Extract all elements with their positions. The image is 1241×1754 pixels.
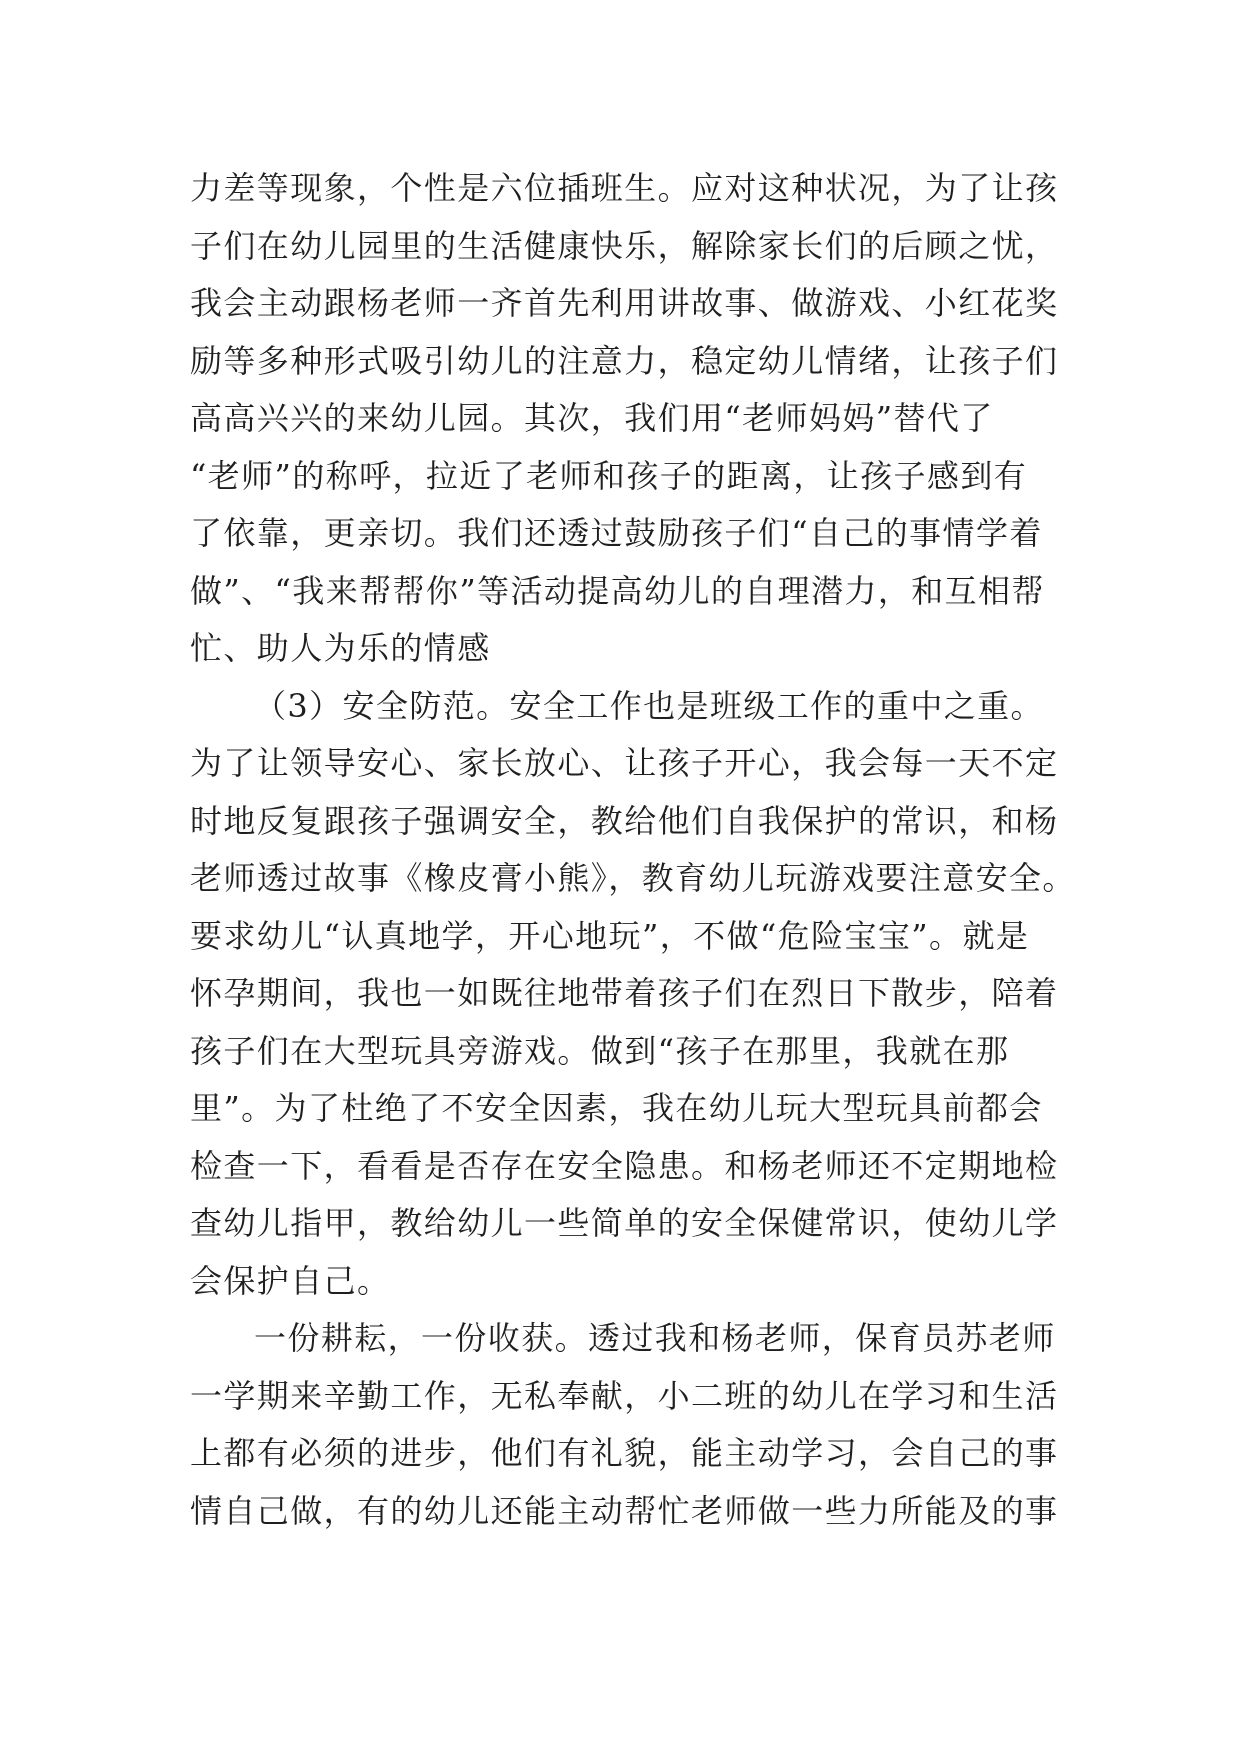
text-line: 忙、助人为乐的情感 <box>190 629 491 667</box>
text-line: 检查一下，看看是否存在安全隐患。和杨老师还不定期地检 <box>190 1146 1059 1185</box>
text-line: 查幼儿指甲，教给幼儿一些简单的安全保健常识，使幼儿学 <box>190 1204 1059 1242</box>
text-line: 高高兴兴的来幼儿园。其次，我们用“老师妈妈”替代了 <box>190 399 994 437</box>
text-line: 做”、“我来帮帮你”等活动提高幼儿的自理潜力，和互相帮 <box>190 571 1045 610</box>
text-line: 一学期来辛勤工作，无私奉献，小二班的幼儿在学习和生活 <box>190 1376 1059 1415</box>
text-line: 时地反复跟孩子强调安全，教给他们自我保护的常识，和杨 <box>190 801 1059 840</box>
text-line: 孩子们在大型玩具旁游戏。做到“孩子在那里，我就在那 <box>190 1031 1010 1070</box>
paragraph-2 <box>190 678 1076 1311</box>
body-text <box>190 160 1076 1540</box>
text-line: 了依靠，更亲切。我们还透过鼓励孩子们“自己的事情学着 <box>190 514 1043 552</box>
text-line: 要求幼儿“认真地学，开心地玩”，不做“危险宝宝”。就是 <box>190 916 1030 955</box>
text-line: 为了让领导安心、家长放心、让孩子开心，我会每一天不定 <box>190 744 1059 782</box>
text-line: “老师”的称呼，拉近了老师和孩子的距离，让孩子感到有 <box>190 456 1028 495</box>
text-line: 情自己做，有的幼儿还能主动帮忙老师做一些力所能及的事 <box>190 1491 1059 1530</box>
paragraph-3 <box>190 1310 1070 1540</box>
text-line: 我会主动跟杨老师一齐首先利用讲故事、做游戏、小红花奖 <box>190 284 1059 322</box>
text-line: 子们在幼儿园里的生活健康快乐，解除家长们的后顾之忧， <box>190 226 1059 265</box>
text-line: 怀孕期间，我也一如既往地带着孩子们在烈日下散步，陪着 <box>190 974 1059 1012</box>
text-line: 老师透过故事《橡皮膏小熊》，教育幼儿玩游戏要注意安全。 <box>190 859 1076 897</box>
text-line: 励等多种形式吸引幼儿的注意力，稳定幼儿情绪，让孩子们 <box>190 341 1059 380</box>
text-line: 一份耕耘，一份收获。透过我和杨老师，保育员苏老师 <box>254 1319 1056 1357</box>
text-line: 力差等现象，个性是六位插班生。应对这种状况，为了让孩 <box>190 169 1059 207</box>
text-line: （3）安全防范。安全工作也是班级工作的重中之重。 <box>254 686 1044 725</box>
text-line: 里”。为了杜绝了不安全因素，我在幼儿玩大型玩具前都会 <box>190 1089 1043 1127</box>
paragraph-1 <box>190 160 1070 678</box>
text-line: 上都有必须的进步，他们有礼貌，能主动学习，会自己的事 <box>190 1434 1059 1472</box>
text-line: 会保护自己。 <box>190 1261 391 1300</box>
